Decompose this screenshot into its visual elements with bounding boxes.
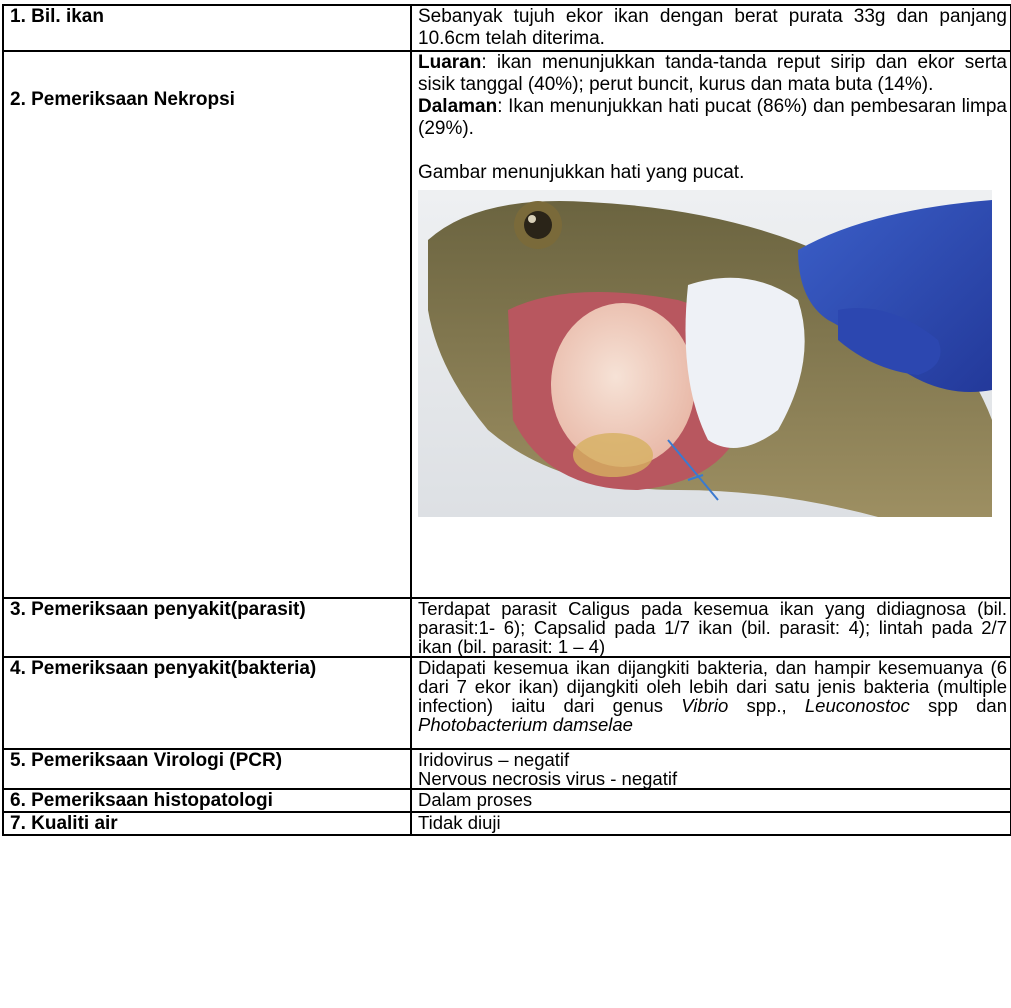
luaran-text: : ikan menunjukkan tanda-tanda reput sirip dan ekor serta sisik tanggal (40%); perut buncit, kurus dan mata buta (14%). (418, 52, 1007, 95)
dalaman-paragraph (418, 96, 1007, 140)
photo-caption: Gambar menunjukkan hati yang pucat. (418, 162, 745, 183)
row-label: 5. Pemeriksaan Virologi (PCR) (3, 749, 411, 789)
fish-liver-photo (418, 190, 992, 517)
table-row (3, 789, 1011, 812)
row-label: 6. Pemeriksaan histopatologi (3, 789, 411, 812)
virology-line: Iridovirus – negatif (418, 749, 570, 770)
row-label: 1. Bil. ikan (3, 5, 411, 51)
genus-name: Photobacterium damselae (418, 714, 633, 735)
row-value: Terdapat parasit Caligus pada kesemua ikan yang didiagnosa (bil. parasit:1- 6); Capsalid pada 1/7 ikan (bil. parasit: 4); lintah pada 2/7 ikan (bil. parasit: 1 – 4) (411, 598, 1011, 657)
table-row (3, 5, 1011, 51)
genus-name: Leuconostoc (804, 695, 910, 716)
table-row (3, 812, 1011, 835)
bakteria-text: spp., (728, 695, 805, 716)
row-value (411, 657, 1011, 749)
dalaman-label: Dalaman (418, 96, 498, 117)
dalaman-text: : Ikan menunjukkan hati pucat (86%) dan pembesaran limpa (29%). (418, 96, 1007, 139)
row-value (411, 51, 1011, 598)
row-value (411, 749, 1011, 789)
genus-name: Vibrio (681, 695, 729, 716)
table-row (3, 598, 1011, 657)
luaran-paragraph (418, 52, 1007, 96)
row-label: 7. Kualiti air (3, 812, 411, 835)
table-row (3, 51, 1011, 598)
report-table (2, 4, 1011, 836)
row-label: 4. Pemeriksaan penyakit(bakteria) (3, 657, 411, 749)
row-value: Sebanyak tujuh ekor ikan dengan berat purata 33g dan panjang 10.6cm telah diterima. (411, 5, 1011, 51)
table-row (3, 749, 1011, 789)
row-value: Dalam proses (411, 789, 1011, 812)
row-label: 3. Pemeriksaan penyakit(parasit) (3, 598, 411, 657)
bakteria-text: spp dan (909, 695, 1007, 716)
virology-line: Nervous necrosis virus - negatif (418, 768, 678, 789)
table-row (3, 657, 1011, 749)
row-value: Tidak diuji (411, 812, 1011, 835)
luaran-label: Luaran (418, 52, 482, 73)
bakteria-text: Didapati kesemua ikan dijangkiti bakteria, dan hampir kesemuanya (6 dari 7 ekor ikan) dijangkiti oleh lebih dari satu jenis bakteria (multiple infection) iaitu dari genus (418, 657, 1007, 716)
row-label: 2. Pemeriksaan Nekropsi (3, 51, 411, 598)
